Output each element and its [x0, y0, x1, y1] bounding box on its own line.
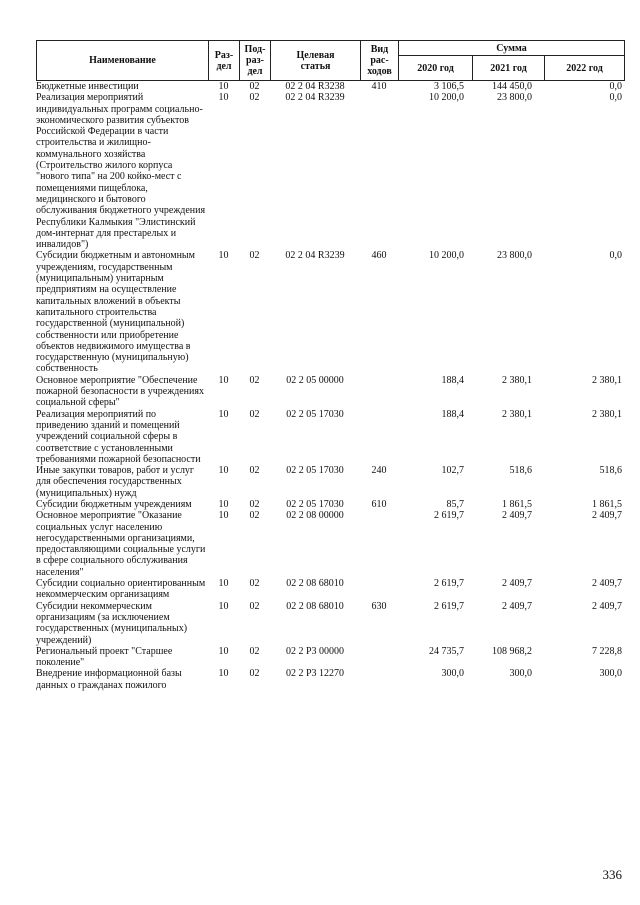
row-sum-2021: 2 380,1 — [502, 374, 532, 386]
row-sum-2020: 188,4 — [441, 408, 464, 420]
row-podrazdel: 02 — [249, 668, 260, 680]
row-razdel: 10 — [218, 250, 229, 262]
row-podrazdel: 02 — [249, 81, 260, 92]
row-podrazdel: 02 — [249, 645, 260, 657]
row-name: Основное мероприятие "Оказание социальных услуг населению негосударственными организациями, предоставляющими социальные услуги в сфере социального обслуживания населения" — [36, 510, 206, 578]
row-name: Субсидии бюджетным учреждениям — [36, 498, 192, 510]
row-razdel: 10 — [218, 600, 229, 612]
row-razdel: 10 — [218, 498, 229, 510]
row-podrazdel: 02 — [249, 600, 260, 612]
row-sum-2020: 10 200,0 — [429, 250, 464, 262]
row-sum-2021: 518,6 — [509, 465, 532, 477]
row-podrazdel: 02 — [249, 92, 260, 104]
row-sum-2021: 300,0 — [509, 668, 532, 680]
row-sum-2020: 24 735,7 — [429, 645, 464, 657]
row-sum-2021: 2 409,7 — [502, 510, 532, 522]
row-celevaya: 02 2 05 17030 — [286, 498, 344, 510]
row-name: Бюджетные инвестиции — [36, 81, 139, 92]
row-podrazdel: 02 — [249, 250, 260, 262]
row-sum-2022: 2 409,7 — [592, 578, 622, 590]
header-podrazdel-line3: дел — [247, 66, 263, 77]
header-vid — [361, 41, 399, 81]
row-razdel: 10 — [218, 668, 229, 680]
table-row — [36, 578, 624, 601]
table-body — [36, 81, 624, 691]
row-sum-2020: 102,7 — [441, 465, 464, 477]
table-row — [36, 250, 624, 374]
row-podrazdel: 02 — [249, 578, 260, 590]
row-podrazdel: 02 — [249, 510, 260, 522]
row-razdel: 10 — [218, 578, 229, 590]
row-name: Субсидии некоммерческим организациям (за исключением государственных (муниципальных) учреждений) — [36, 600, 188, 646]
row-podrazdel: 02 — [249, 374, 260, 386]
header-podrazdel-line1: Под- — [244, 44, 266, 55]
row-sum-2021: 2 409,7 — [502, 600, 532, 612]
row-podrazdel: 02 — [249, 465, 260, 477]
row-name: Региональный проект "Старшее поколение" — [36, 645, 173, 669]
row-name: Реализация мероприятий индивидуальных программ социально-экономического развития субъектов Российской Федерации в части строительства и жилищно-коммунального хозяйства (Строительство жилого корпуса "нового типа" на 200 койко-мест с помещениями пищеблока, медицинского и бытового обслуживания бюджетного учреждения Республики Калмыкия "Элистинский дом-интернат для престарелых и инвалидов") — [36, 92, 206, 251]
row-razdel: 10 — [218, 81, 229, 92]
row-podrazdel: 02 — [249, 408, 260, 420]
row-sum-2020: 2 619,7 — [434, 578, 464, 590]
row-name: Основное мероприятие "Обеспечение пожарной безопасности в учреждениях социальной сферы" — [36, 374, 204, 409]
row-vid: 630 — [371, 600, 387, 612]
row-razdel: 10 — [218, 374, 229, 386]
row-razdel: 10 — [218, 645, 229, 657]
row-celevaya: 02 2 05 17030 — [286, 408, 344, 420]
row-sum-2021: 108 968,2 — [492, 645, 532, 657]
table-row — [36, 499, 624, 510]
row-celevaya: 02 2 04 R3239 — [285, 250, 345, 262]
row-razdel: 10 — [218, 465, 229, 477]
row-celevaya: 02 2 04 R3239 — [285, 92, 345, 104]
table-row — [36, 601, 624, 646]
row-name: Субсидии социально ориентированным некоммерческим организациям — [36, 578, 206, 601]
header-summa: Сумма — [399, 41, 625, 56]
header-year-2022: 2022 год — [545, 56, 625, 81]
table-row — [36, 465, 624, 499]
row-sum-2022: 2 409,7 — [592, 600, 622, 612]
row-podrazdel: 02 — [249, 498, 260, 510]
header-vid-line2: рас- — [370, 55, 389, 66]
header-year-2020: 2020 год — [399, 56, 473, 81]
row-celevaya: 02 2 P3 00000 — [285, 645, 345, 657]
row-sum-2021: 23 800,0 — [497, 92, 532, 104]
table-header — [36, 40, 625, 81]
header-podrazdel — [240, 41, 271, 81]
row-sum-2022: 7 228,8 — [592, 645, 622, 657]
row-sum-2020: 2 619,7 — [434, 600, 464, 612]
row-sum-2022: 0,0 — [609, 92, 622, 104]
row-vid: 410 — [371, 81, 387, 92]
row-celevaya: 02 2 08 00000 — [286, 510, 344, 522]
row-sum-2020: 3 106,5 — [434, 81, 464, 92]
header-celevaya-line2: статья — [300, 60, 331, 72]
table-row — [36, 409, 624, 465]
row-celevaya: 02 2 P3 12270 — [285, 668, 345, 680]
budget-table-page — [36, 40, 624, 691]
row-celevaya: 02 2 08 68010 — [286, 578, 344, 590]
table-row — [36, 92, 624, 250]
row-celevaya: 02 2 05 17030 — [286, 465, 344, 477]
header-razdel-line1: Раз- — [214, 49, 234, 61]
row-sum-2022: 2 380,1 — [592, 408, 622, 420]
header-vid-line3: ходов — [367, 66, 392, 77]
row-vid: 610 — [371, 498, 387, 510]
row-sum-2022: 1 861,5 — [592, 498, 622, 510]
row-sum-2022: 300,0 — [599, 668, 622, 680]
row-razdel: 10 — [218, 510, 229, 522]
row-sum-2022: 518,6 — [599, 465, 622, 477]
header-razdel-line2: дел — [216, 60, 232, 72]
row-sum-2020: 300,0 — [441, 668, 464, 680]
table-row — [36, 375, 624, 409]
header-celevaya-line1: Целевая — [296, 49, 335, 61]
row-sum-2021: 23 800,0 — [497, 250, 532, 262]
page-number: 336 — [602, 867, 622, 882]
table-row — [36, 646, 624, 669]
row-vid: 460 — [371, 250, 387, 262]
row-vid: 240 — [371, 465, 387, 477]
row-sum-2021: 144 450,0 — [492, 81, 532, 92]
row-celevaya: 02 2 08 68010 — [286, 600, 344, 612]
row-name: Субсидии бюджетным и автономным учреждениям, государственным (муниципальным) унитарным предприятиям на осуществление капитальных вложений в объекты капитального строительства государственной (муниципальной) собственности или приобретение объектов недвижимого имущества в государственную (муниципальную) собственность — [36, 250, 195, 375]
row-sum-2020: 10 200,0 — [429, 92, 464, 104]
table-row — [36, 668, 624, 691]
row-razdel: 10 — [218, 92, 229, 104]
row-sum-2022: 0,0 — [609, 81, 622, 92]
row-sum-2020: 85,7 — [446, 498, 464, 510]
table-row — [36, 510, 624, 578]
row-sum-2022: 2 380,1 — [592, 374, 622, 386]
row-sum-2020: 2 619,7 — [434, 510, 464, 522]
row-sum-2021: 1 861,5 — [502, 498, 532, 510]
header-year-2021: 2021 год — [473, 56, 545, 81]
header-vid-line1: Вид — [370, 44, 389, 55]
row-celevaya: 02 2 04 R3238 — [285, 81, 345, 92]
row-razdel: 10 — [218, 408, 229, 420]
row-sum-2020: 188,4 — [441, 374, 464, 386]
header-razdel — [209, 41, 240, 81]
row-celevaya: 02 2 05 00000 — [286, 374, 344, 386]
table-row — [36, 81, 624, 92]
header-podrazdel-line2: раз- — [246, 55, 264, 66]
header-name: Наименование — [37, 41, 209, 81]
row-sum-2022: 0,0 — [609, 250, 622, 262]
row-sum-2021: 2 380,1 — [502, 408, 532, 420]
row-name: Внедрение информационной базы данных о гражданах пожилого — [36, 668, 182, 691]
row-name: Реализация мероприятий по приведению зданий и помещений учреждений социальной сферы в соответствие с установленными требованиями пожарной безопасности — [36, 408, 201, 465]
header-celevaya — [271, 41, 361, 81]
row-name: Иные закупки товаров, работ и услуг для обеспечения государственных (муниципальных) нужд — [36, 465, 195, 499]
row-sum-2021: 2 409,7 — [502, 578, 532, 590]
row-sum-2022: 2 409,7 — [592, 510, 622, 522]
